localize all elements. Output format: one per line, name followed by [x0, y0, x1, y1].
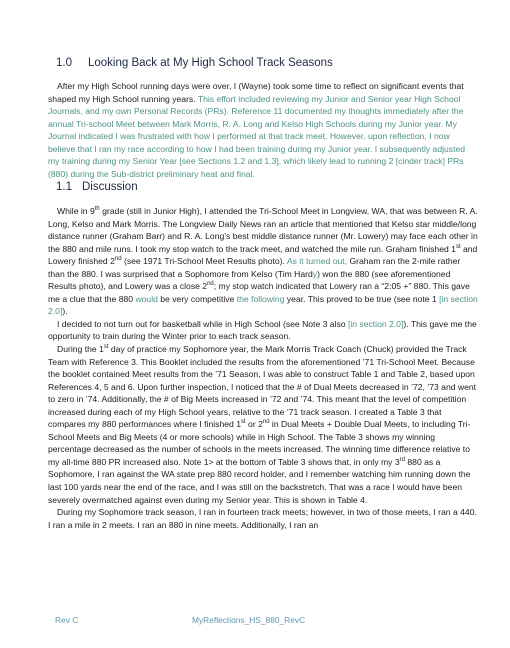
- highlighted-text: [in section 2.0]: [347, 318, 404, 329]
- text-run: grade (still in Junior High), I attended the Tri-School Meet in Longview, WA, that was between R. A. Long, Kelso and Mark Morris. The Longview Daily News ran an article that mentioned that Kelso star middle/long distance runner (Graham Barr) and R. A. Long’s best middle distance runner (Mr. Lowery) may face each other in the 880 and mile runs. I took my stop watch to the track meet, and watched the mile run. Graham finished 1: [48, 206, 478, 254]
- section-title: Looking Back at My High School Track Seasons: [88, 57, 333, 69]
- section-1-1-heading: [56, 181, 138, 193]
- text-run: After my High School running days were over, I (Wayne) took some time to reflect on significant events that shaped my High School running years.: [48, 81, 464, 104]
- ordinal-suffix: th: [94, 206, 100, 213]
- ordinal-suffix: nd: [207, 281, 214, 288]
- text-run: year. This proved to be true (see note 1: [284, 293, 440, 304]
- footer-filename: MyReflections_HS_880_RevC: [192, 615, 306, 625]
- section-1-0-heading: [56, 57, 333, 69]
- text-run: and Lowery finished 2: [48, 243, 478, 267]
- ordinal-suffix: st: [455, 243, 461, 250]
- highlighted-text: This effort included reviewing my Junior and Senior year High School Journals, and my own Personal Records (PRs). Reference 11 documented my thoughts immediately after the annual Tri-school Meet between Mark Morris, R. A. Long and Kelso High Schools during my Junior year. My Journal indicated I was frustrated with how I performed at that track meet. However, upon reflection, I now believe that I ran my race according to how I had been training during my Junior year. I subsequently adjusted my training during my Senior Year [see Sections 1.2 and 1.3], which likely lead to running 2 [cinder track] PRs (880) during the Sub-district preliminary heat and final.: [48, 93, 466, 179]
- text-run: I decided to not turn out for basketball while in High School (see Note 3 also: [57, 318, 348, 329]
- section-1-0-paragraph: [48, 80, 478, 180]
- highlighted-text: would: [135, 293, 158, 304]
- text-run: ) won the 880 (see aforementioned Results photo), and Lowery was a close 2: [48, 268, 451, 292]
- section-number: 1.1: [56, 181, 72, 193]
- text-run: in Dual Meets + Double Dual Meets, to including Tri-School Meets and Big Meets (4 or more schools) while in High School. The Table 3 shows my winning percentage decreased as the number of schools in the meets increased. The winning time difference relative to my all-time 880 PR increased also. Note 1> at the bottom of Table 3 shows that, in only my 3: [48, 419, 471, 467]
- text-run: be very competitive: [157, 293, 237, 304]
- ordinal-suffix: nd: [114, 256, 122, 263]
- section-title: Discussion: [82, 181, 138, 193]
- text-run: (see 1971 Tri-School Meet Results photo).: [121, 256, 287, 267]
- text-run: During my Sophomore track season, I ran in fourteen track meets; however, in two of those meets, I ran a 440. I ran a mile in 2 meets. I ran an 880 in nine meets. Additionally, I ran an: [48, 507, 477, 530]
- highlighted-text: As it turned out,: [286, 256, 348, 267]
- ordinal-suffix: st: [240, 419, 246, 426]
- text-run: or 2: [245, 419, 263, 430]
- text-run: day of practice my Sophomore year, the Mark Morris Track Coach (Chuck) provided the Track Team with Reference 3. This Booklet included the results from the aforementioned ’71 Tri-School Meet. Because the booklet contained Meet results from the ’71 Season, I was able to construct Table 1 and Table 2, based upon References 4, 5 and 6. Upon further inspection, I noticed that the # of Dual Meets decreased in ’72, ’73 and went to zero in ’74. Additionally, the # of Big Meets increased in ’72 and ’74. This meant that the level of competition increased during each of my High School years, relative to the ’71 track season. I created a Table 3 that compares my 880 performances where I finished 1: [48, 344, 477, 430]
- paragraph: [48, 205, 478, 318]
- text-run: ). This gave me the opportunity to train during the Winter prior to each track season.: [48, 318, 477, 342]
- text-run: Graham ran the 2-mile rather than the 880. I was surprised that a Sophomore from Kelso (Tim Hard: [48, 256, 461, 279]
- highlighted-text: y: [312, 268, 318, 279]
- paragraph: [48, 506, 478, 531]
- paragraph: [48, 318, 478, 343]
- text-run: ; my stop watch indicated that Lowery ran a “2:05 +” 880. This gave me a clue that the 880: [48, 281, 470, 304]
- ordinal-suffix: rd: [399, 457, 405, 464]
- highlighted-text: [in section 2.0]: [48, 293, 478, 317]
- ordinal-suffix: st: [103, 344, 109, 351]
- section-number: 1.0: [56, 57, 72, 69]
- paragraph: [48, 80, 478, 180]
- highlighted-text: the following: [236, 293, 285, 304]
- text-run: During the 1: [57, 344, 104, 355]
- text-run: 880 as a Sophomore, I ran against the WA state prep 880 record holder, and I remember watching him running down the last 100 yards near the end of the race, and I was still on the backstretch. That was a race I would have been severely overmatched against even during my Senior year. This is shown in Table 4.: [48, 456, 471, 505]
- paragraph: [48, 343, 478, 506]
- ordinal-suffix: nd: [262, 419, 270, 426]
- text-run: ).: [62, 306, 68, 317]
- footer-revision: Rev C: [55, 615, 79, 625]
- text-run: While in 9: [57, 206, 95, 216]
- section-1-1-body: [48, 205, 478, 531]
